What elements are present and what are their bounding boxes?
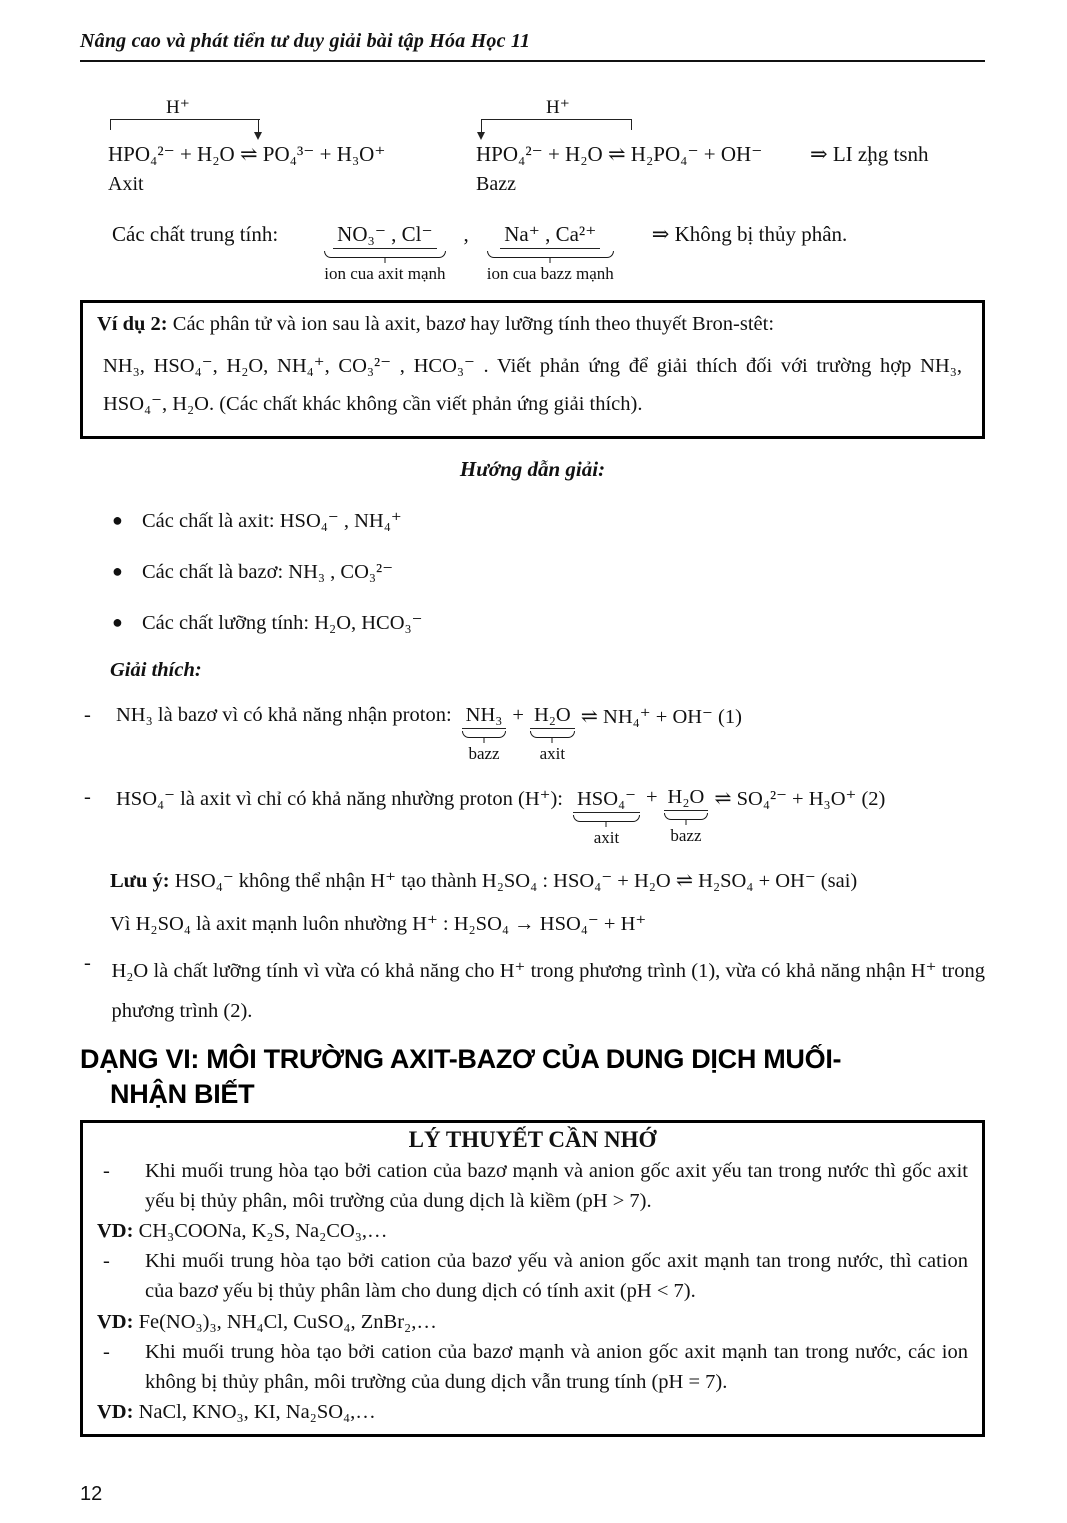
underbrace bbox=[487, 251, 614, 258]
equation-text: HPO₄²⁻ + H₂O ⇌ PO₄³⁻ + H₃O⁺ bbox=[108, 142, 386, 166]
explain-heading: Giải thích: bbox=[110, 658, 202, 681]
example-body: NH₃, HSO₄⁻, H₂O, NH₄⁺, CO₃²⁻ , HCO₃⁻ . Viết phản ứng để giải thích đối với trường hợp NH₃, HSO₄⁻, H₂O. (Các chất khác không cần viết phản ứng giải thích). bbox=[103, 355, 962, 415]
underbrace bbox=[462, 731, 507, 738]
note-line-2: Vì H₂SO₄ là axit mạnh luôn nhường H⁺ : H₂SO₄ → HSO₄⁻ + H⁺ bbox=[110, 912, 647, 935]
page-number: 12 bbox=[80, 1483, 103, 1506]
section-title-line2: NHẬN BIẾT bbox=[110, 1078, 255, 1109]
neutral-ions-line bbox=[112, 222, 985, 284]
term-group-h2o bbox=[530, 704, 575, 764]
arrow-bar bbox=[481, 119, 631, 120]
theory-box bbox=[80, 1120, 985, 1437]
rule-text: Khi muối trung hòa tạo bởi cation của bazơ yếu và anion gốc axit mạnh tan trong nước, thì cation của bazơ yếu bị thủy phân làm cho dung dịch có tính axit (pH < 7). bbox=[145, 1250, 968, 1303]
proton-arrow-right bbox=[476, 96, 776, 142]
neutral-lead-text: Các chất trung tính: bbox=[112, 222, 279, 246]
section-title bbox=[80, 1042, 985, 1112]
bullet-icon: ● bbox=[112, 509, 123, 530]
ion-list: Na⁺ , Ca²⁺ bbox=[500, 222, 600, 249]
dash-marker: - bbox=[103, 1250, 110, 1273]
vd-text: NaCl, KNO₃, KI, Na₂SO₄,… bbox=[133, 1401, 376, 1424]
bullet-text: Các chất lưỡng tính: H₂O, HCO₃⁻ bbox=[142, 611, 423, 634]
vd-label: VD: bbox=[97, 1220, 134, 1243]
vd-label: VD: bbox=[97, 1401, 134, 1424]
example-intro: Các phân tử và ion sau là axit, bazơ hay lưỡng tính theo thuyết Bron-stêt: bbox=[167, 313, 775, 335]
line2-products: ⇌ SO₄²⁻ + H₃O⁺ (2) bbox=[714, 787, 886, 810]
line3-text: H₂O là chất lưỡng tính vì vừa có khả năng cho H⁺ trong phương trình (1), vừa có khả năng nhận H⁺ trong phương trình (2). bbox=[111, 959, 985, 1022]
role-label: Bazz bbox=[476, 173, 516, 195]
section-title-line1: DẠNG VI: MÔI TRƯỜNG AXIT-BAZƠ CỦA DUNG DỊCH MUỐI- bbox=[80, 1043, 842, 1074]
vd-text: Fe(NO₃)₃, NH₄Cl, CuSO₄, ZnBr₂,… bbox=[133, 1310, 437, 1333]
dash-marker: - bbox=[103, 1340, 110, 1363]
term-text: HSO₄⁻ bbox=[573, 786, 640, 813]
note-label: Lưu ý: bbox=[110, 869, 170, 892]
example-2-box bbox=[80, 300, 985, 439]
bullet-icon: ● bbox=[112, 611, 123, 632]
bullet-text: Các chất là axit: HSO₄⁻ , NH₄⁺ bbox=[142, 509, 402, 532]
solution-heading: Hướng dẫn giải: bbox=[459, 456, 606, 481]
underbrace bbox=[324, 251, 445, 258]
term-text: H₂O bbox=[530, 704, 575, 729]
line1-products: ⇌ NH₄⁺ + OH⁻ (1) bbox=[580, 705, 742, 728]
equation-text: HPO₄²⁻ + H₂O ⇌ H₂PO₄⁻ + OH⁻ bbox=[476, 142, 763, 166]
arrowhead-down-icon bbox=[477, 132, 485, 140]
header-rule bbox=[80, 60, 985, 62]
vd-label: VD: bbox=[97, 1310, 134, 1333]
underbrace bbox=[573, 815, 640, 822]
term-text: NH₃ bbox=[462, 704, 507, 729]
ion-list: NO₃⁻ , Cl⁻ bbox=[333, 222, 436, 249]
example-list-1 bbox=[97, 1220, 968, 1243]
bullet-bases bbox=[112, 559, 985, 584]
group-label: ion cua bazz mạnh bbox=[486, 264, 614, 283]
equation-acid bbox=[108, 96, 476, 196]
example-label: Ví dụ 2: bbox=[97, 313, 168, 335]
acid-ion-group bbox=[324, 222, 445, 284]
theory-rule-1 bbox=[97, 1157, 968, 1216]
bullet-acids bbox=[112, 508, 985, 533]
theory-title: LÝ THUYẾT CẦN NHỚ bbox=[408, 1126, 657, 1152]
h-plus-label: H⁺ bbox=[166, 97, 190, 118]
header-title: Nâng cao và phát tiển tư duy giải bài tập Hóa Học 11 bbox=[80, 30, 531, 52]
note-text: HSO₄⁻ không thể nhận H⁺ tạo thành H₂SO₄ : HSO₄⁻ + H₂O ⇌ H₂SO₄ + OH⁻ (sai) bbox=[169, 869, 858, 892]
term-label: axit bbox=[539, 743, 566, 763]
theory-rule-3 bbox=[97, 1338, 968, 1397]
bullet-text: Các chất là bazơ: NH₃ , CO₃²⁻ bbox=[142, 560, 394, 583]
dash-marker: - bbox=[103, 1159, 110, 1182]
underbrace bbox=[664, 813, 709, 820]
dash-marker: - bbox=[84, 785, 91, 808]
arrowhead-down-icon bbox=[254, 132, 262, 140]
line2-prefix: HSO₄⁻ là axit vì chỉ có khả năng nhường proton (H⁺): bbox=[116, 787, 563, 810]
amphoteric-conclusion: ⇒ LI zḩg tsnh bbox=[810, 142, 929, 166]
example-list-2 bbox=[97, 1311, 968, 1334]
line1-prefix: NH₃ là bazơ vì có khả năng nhận proton: bbox=[116, 703, 452, 726]
term-group-hso4 bbox=[573, 786, 640, 848]
page-header bbox=[80, 30, 985, 62]
explanation-line-2 bbox=[80, 786, 985, 848]
arrow-tail bbox=[631, 119, 632, 130]
arrow-bar bbox=[110, 119, 260, 120]
term-text: H₂O bbox=[664, 786, 709, 811]
explanation-line-1 bbox=[80, 704, 985, 764]
plus-sign: + bbox=[512, 703, 524, 726]
dash-marker: - bbox=[84, 951, 91, 974]
equation-base-group bbox=[476, 96, 929, 196]
rule-text: Khi muối trung hòa tạo bởi cation của bazơ mạnh và anion gốc axit mạnh tan trong nước, các ion không bị thủy phân, môi trường của dung dịch vẫn trung tính (pH = 7). bbox=[145, 1340, 968, 1393]
proton-transfer-row bbox=[108, 96, 985, 196]
proton-arrow-left bbox=[108, 96, 408, 142]
theory-rule-2 bbox=[97, 1247, 968, 1306]
term-label: axit bbox=[593, 827, 620, 847]
group-label: ion cua axit mạnh bbox=[324, 264, 446, 283]
equation-base bbox=[476, 96, 776, 196]
underbrace bbox=[530, 731, 575, 738]
base-ion-group bbox=[487, 222, 614, 284]
bullet-amphoteric bbox=[112, 610, 985, 635]
rule-text: Khi muối trung hòa tạo bởi cation của bazơ mạnh và anion gốc axit yếu tan trong nước thì gốc axit yếu bị thủy phân, môi trường của dung dịch là kiềm (pH > 7). bbox=[145, 1159, 968, 1212]
example-list-3 bbox=[97, 1401, 968, 1424]
term-label: bazz bbox=[468, 743, 500, 763]
example-intro-line bbox=[97, 313, 968, 336]
term-group-nh3 bbox=[462, 704, 507, 764]
plus-sign: + bbox=[645, 785, 658, 808]
bullet-icon: ● bbox=[112, 560, 123, 581]
h-plus-label: H⁺ bbox=[546, 97, 570, 118]
explanation-line-3 bbox=[80, 952, 985, 1032]
comma-separator: , bbox=[463, 222, 469, 246]
term-label: bazz bbox=[670, 825, 702, 845]
term-group-h2o bbox=[664, 786, 709, 846]
role-label: Axit bbox=[108, 173, 144, 195]
no-hydrolysis-result: ⇒ Không bị thủy phân. bbox=[651, 222, 848, 246]
arrow-tail bbox=[110, 119, 111, 130]
note-line bbox=[110, 868, 985, 893]
dash-marker: - bbox=[84, 703, 91, 726]
vd-text: CH₃COONa, K₂S, Na₂CO₃,… bbox=[133, 1220, 388, 1243]
